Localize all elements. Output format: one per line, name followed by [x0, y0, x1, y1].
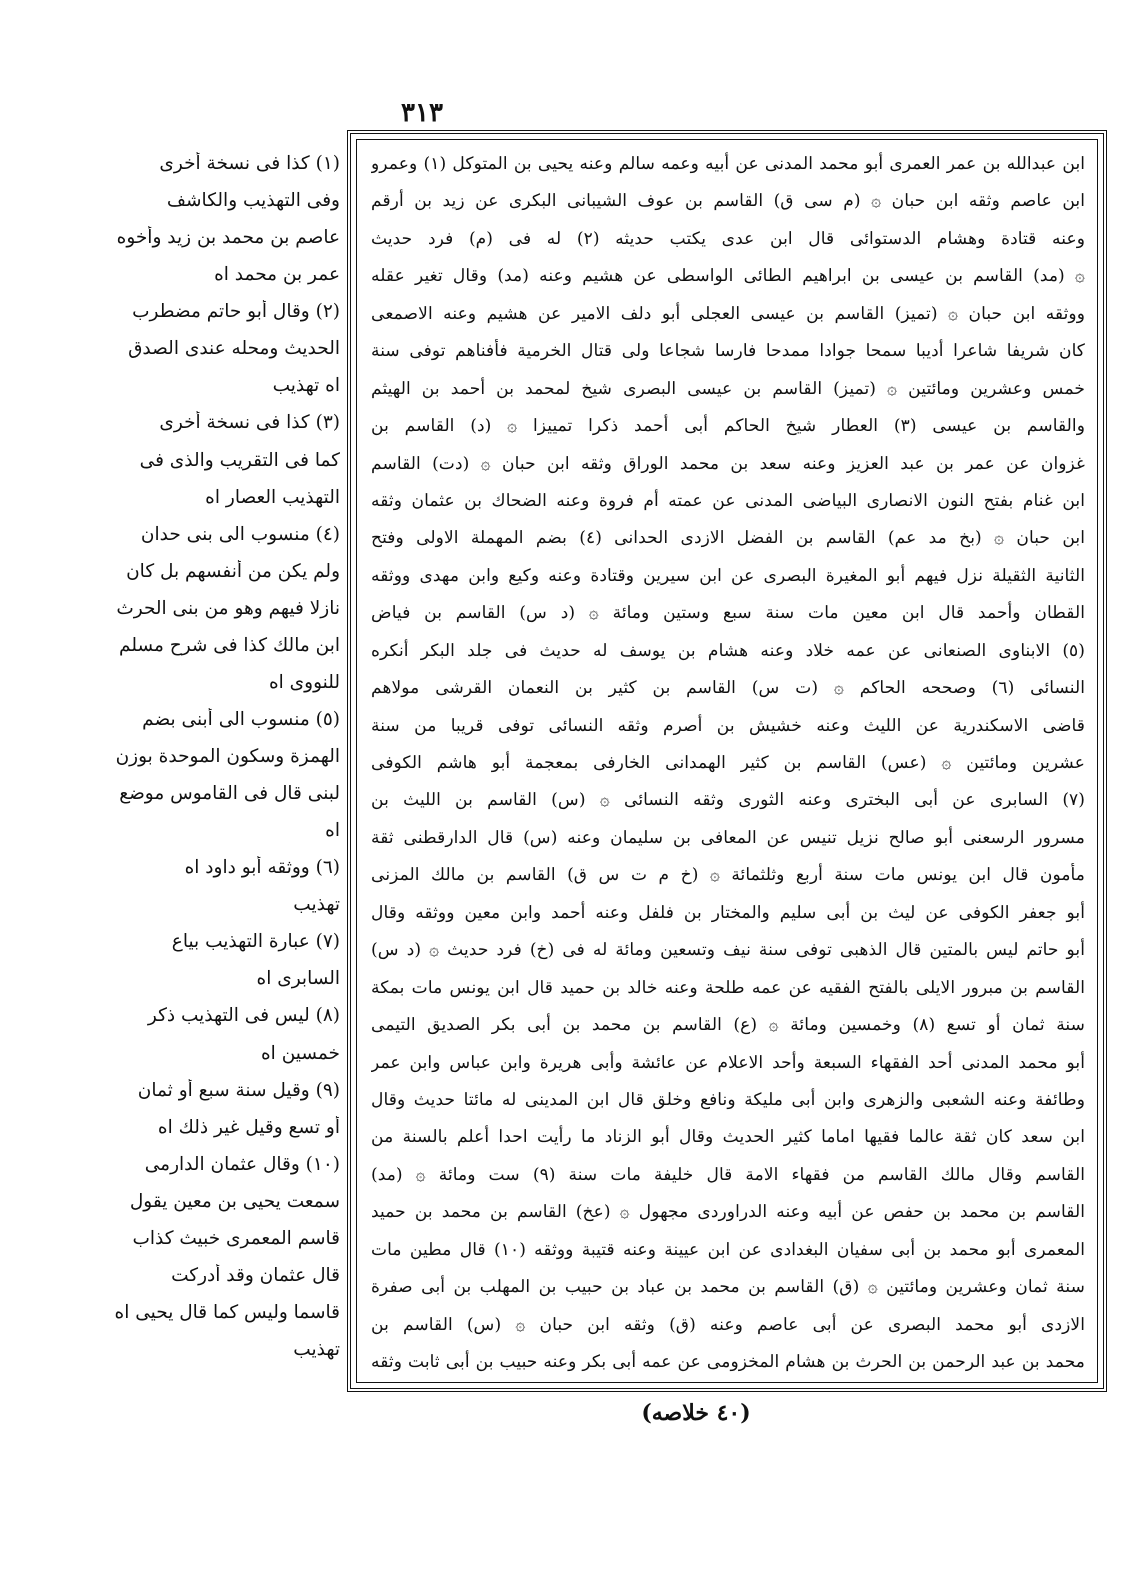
- margin-note-line: تهذيب: [293, 894, 340, 916]
- main-text-line: ووثقه ابن حبان ۞ (تميز) القاسم بن عيسى العجلى أبو دلف الامير عن هشيم وعنه الاصمعى: [371, 303, 1085, 324]
- margin-note-line: عمر بن محمد اه: [214, 264, 340, 286]
- main-text-line: ابن حبان ۞ (بخ مد عم) القاسم بن الفضل الازدى الحدانى (٤) بضم المهملة الاولى وفتح: [371, 528, 1085, 549]
- main-text-line: الازدى أبو محمد البصرى عن أبى عاصم وعنه (ق) وثقه ابن حبان ۞ (س) القاسم بن: [371, 1314, 1085, 1335]
- main-text-block: [371, 152, 1085, 1374]
- main-text-line: ابن سعد كان ثقة عالما فقيها اماما كثير الحديث وقال أبو الزناد ما رأيت احدا أعلم بالسنة من: [371, 1127, 1085, 1148]
- main-text-line: خمس وعشرين ومائتين ۞ (تميز) القاسم بن عيسى البصرى شيخ لمحمد بن أحمد بن الهيثم: [371, 378, 1085, 399]
- margin-note-line: اه تهذيب: [272, 375, 340, 397]
- main-text-line: ۞ (مد) القاسم بن عيسى بن ابراهيم الطائى الواسطى عن هشيم وعنه (مد) وقال تغير عقله: [371, 266, 1085, 287]
- margin-note-line: اه: [325, 820, 340, 842]
- main-text-line: النسائى (٦) وصححه الحاكم ۞ (ت س) القاسم بن كثير بن النعمان القرشى مولاهم: [371, 678, 1085, 699]
- main-text-line: وعنه قتادة وهشام الدستوائى قال ابن عدى يكتب حديثه (٢) له فى (م) فرد حديث: [371, 228, 1085, 249]
- main-text-line: القاسم وقال مالك القاسم من فقهاء الامة قال خليفة مات سنة (٩) ست ومائة ۞ (مد): [371, 1164, 1085, 1185]
- margin-note-line: قاسما وليس كما قال يحيى اه: [114, 1301, 340, 1323]
- margin-note-line: عاصم بن محمد بن زيد وأخوه: [116, 227, 340, 249]
- margin-note-line: للنووى اه: [268, 671, 340, 693]
- margin-note-line: قاسم المعمرى خبيث كذاب: [132, 1227, 340, 1249]
- margin-note-line: أو تسع وقيل غير ذلك اه: [157, 1116, 340, 1138]
- main-text-line: أبو حاتم ليس بالمتين قال الذهبى توفى سنة نيف وتسعين ومائة له فى (خ) فرد حديث ۞ (د س): [371, 940, 1085, 961]
- margin-note-line: (٧) عبارة التهذيب بياع: [171, 931, 340, 953]
- main-text-line: أبو جعفر الكوفى عن ليث بن أبى سليم والمختار بن فلفل وعنه أحمد وابن معين ووثقه وقال: [371, 902, 1085, 923]
- main-text-line: وطائفة وعنه الشعبى والزهرى وابن أبى مليكة ونافع وخلق قال ابن المدينى له مائتا حديث وقال: [371, 1089, 1085, 1110]
- margin-note-line: (٥) منسوب الى أبنى بضم: [142, 708, 340, 730]
- main-text-line: أبو محمد المدنى أحد الفقهاء السبعة وأحد الاعلام عن عائشة وأبى هريرة وابن عباس وابن عمر: [371, 1052, 1085, 1073]
- margin-note-line: قال عثمان وقد أدركت: [171, 1264, 340, 1286]
- main-text-line: (٥) الابناوى الصنعانى عن عمه خلاد وعنه هشام بن يوسف له حديث فى جلد البكر أنكره: [371, 640, 1085, 661]
- margin-note-line: الحديث ومحله عندى الصدق: [128, 338, 340, 360]
- margin-note-line: (٩) وقيل سنة سبع أو ثمان: [137, 1079, 340, 1101]
- main-text-line: (٧) السابرى عن أبى البخترى وعنه الثورى وثقه النسائى ۞ (س) القاسم بن الليث بن: [371, 790, 1085, 811]
- main-text-line: الثانية الثقيلة نزل فيهم أبو المغيرة البصرى عن ابن سيرين وقتادة وعنه وكيع وابن مهدى ووثقه: [371, 565, 1085, 586]
- margin-note-line: خمسين اه: [260, 1042, 340, 1064]
- margin-note-line: (٢) وقال أبو حاتم مضطرب: [132, 301, 340, 323]
- main-text-line: ابن عبدالله بن عمر العمرى أبو محمد المدنى عن أبيه وعمه سالم وعنه يحيى بن المتوكل (١) وعمرو: [371, 154, 1085, 174]
- main-text-frame: [347, 130, 1107, 1392]
- main-text-line: ابن غنام بفتح النون الانصارى البياضى المدنى عن عمته أم فروة وعنه الضحاك بن عثمان وثقه: [371, 490, 1085, 511]
- main-text-line: غزوان عن عمر بن عبد العزيز وعنه سعد بن محمد الوراق وثقه ابن حبان ۞ (دت) القاسم: [371, 453, 1085, 474]
- margin-note-line: الهمزة وسكون الموحدة بوزن: [115, 746, 340, 767]
- margin-note-line: كما فى التقريب والذى فى: [139, 449, 340, 471]
- main-text-line: القاسم بن مبرور الايلى بالفتح الفقيه عن عمه طلحة وعنه خالد بن حميد قال ابن يونس مات بمكة: [371, 977, 1085, 998]
- margin-notes: [112, 152, 340, 1362]
- main-text-line: قاضى الاسكندرية عن الليث وعنه خشيش بن أصرم وثقه النسائى توفى قريبا من سنة: [371, 715, 1085, 736]
- margin-note-line: (٨) ليس فى التهذيب ذكر: [147, 1005, 340, 1027]
- main-text-line: عشرين ومائتين ۞ (عس) القاسم بن كثير الهمدانى الخارفى بمعجمة أبو هاشم الكوفى: [371, 753, 1085, 773]
- margin-note-line: ابن مالك كذا فى شرح مسلم: [119, 634, 340, 656]
- main-text-line: ابن عاصم وثقه ابن حبان ۞ (م سى ق) القاسم بن عوف الشيبانى البكرى عن زيد بن أرقم: [371, 191, 1085, 212]
- margin-note-line: (١) كذا فى نسخة أخرى: [159, 153, 340, 174]
- margin-note-line: ولم يكن من أنفسهم بل كان: [126, 560, 340, 582]
- margin-note-line: (٦) ووثقه أبو داود اه: [184, 857, 340, 879]
- margin-note-line: (١٠) وقال عثمان الدارمى: [144, 1153, 340, 1175]
- main-text-line: والقاسم بن عيسى (٣) العطار شيخ الحاكم أبى أحمد ذكرا تمييزا ۞ (د) القاسم بن: [371, 416, 1085, 437]
- page-number: ٣١٣: [401, 98, 443, 128]
- main-text-line: سنة ثمان أو تسع (٨) وخمسين ومائة ۞ (ع) القاسم بن محمد بن أبى بكر الصديق التيمى: [371, 1015, 1085, 1036]
- margin-note-line: لبنى قال فى القاموس موضع: [119, 783, 340, 805]
- margin-note-line: التهذيب العصار اه: [205, 486, 340, 508]
- margin-note-line: (٤) منسوب الى بنى حدان: [140, 523, 340, 545]
- main-text-line: سنة ثمان وعشرين ومائتين ۞ (ق) القاسم بن محمد بن عباد بن حبيب بن المهلب بن أبى صفرة: [371, 1277, 1085, 1298]
- signature-mark: (٤٠ خلاصه): [641, 1400, 751, 1426]
- margin-note-line: السابرى اه: [256, 968, 340, 990]
- margin-note-line: وفى التهذيب والكاشف: [166, 190, 340, 212]
- main-text-line: المعمرى أبو محمد بن أبى سفيان البغدادى عن ابن عيينة وعنه قتيبة ووثقه (١٠) قال مطين مات: [371, 1239, 1085, 1260]
- main-text-line: كان شريفا شاعرا أديبا سمحا جوادا ممدحا فارسا شجاعا ولى قتال الخرمية فأفناهم توفى سنة: [371, 341, 1085, 362]
- main-text-line: القطان وأحمد قال ابن معين مات سنة سبع وستين ومائة ۞ (د س) القاسم بن فياض: [371, 603, 1085, 624]
- margin-note-line: سمعت يحيى بن معين يقول: [129, 1190, 340, 1212]
- main-text-line: القاسم بن محمد بن حفص عن أبيه وعنه الدراوردى مجهول ۞ (عخ) القاسم بن محمد بن حميد: [371, 1202, 1085, 1223]
- margin-note-line: (٣) كذا فى نسخة أخرى: [159, 412, 340, 434]
- main-text-line: مسرور الرسعنى أبو صالح نزيل تنيس عن المعافى بن سليمان وعنه (س) قال الدارقطنى ثقة: [371, 827, 1085, 848]
- main-text-line: مأمون قال ابن يونس مات سنة أربع وثلثمائة ۞ (خ م ت س ق) القاسم بن مالك المزنى: [371, 865, 1085, 886]
- margin-note-line: تهذيب: [293, 1339, 340, 1360]
- main-text-line: محمد بن عبد الرحمن بن الحرث بن هشام المخزومى عن عمه أبى بكر وعنه حبيب بن أبى ثابت وثقه: [371, 1352, 1085, 1372]
- margin-note-line: نازلا فيهم وهو من بنى الحرث: [116, 597, 340, 619]
